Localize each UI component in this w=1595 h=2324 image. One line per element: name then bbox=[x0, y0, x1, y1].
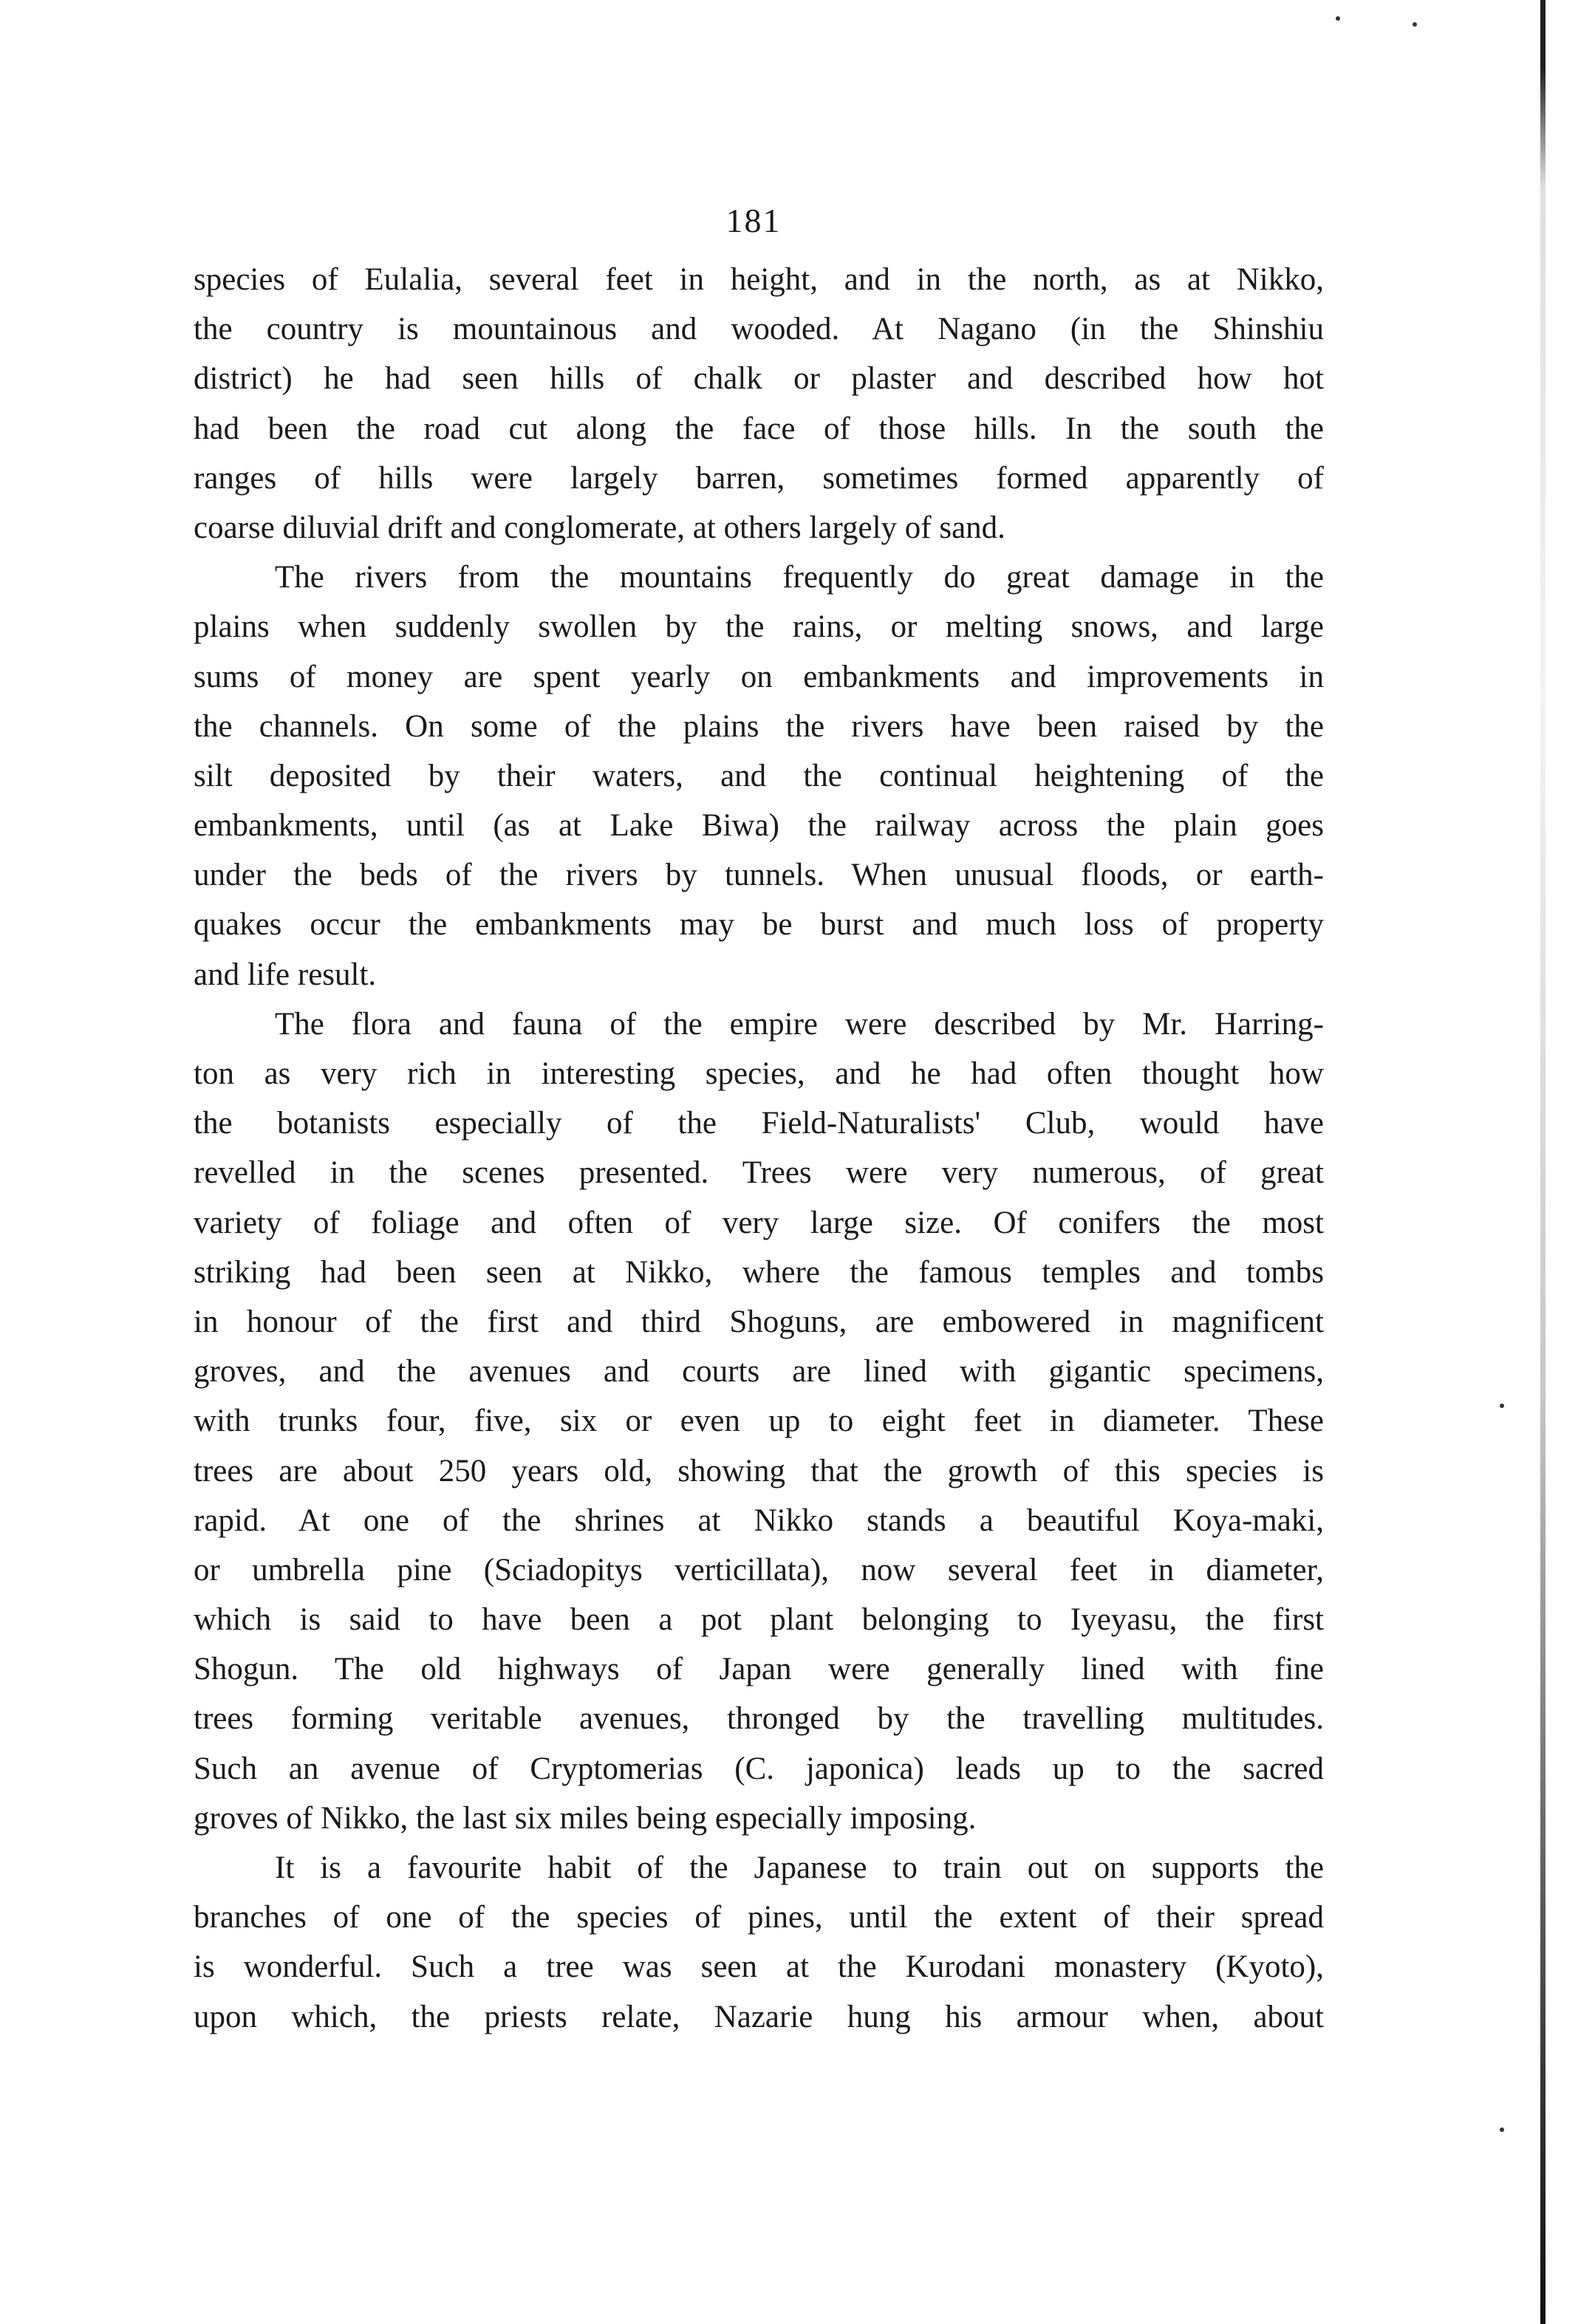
text-line: the channels. On some of the plains the rivers have been raised by the bbox=[194, 708, 1324, 744]
text-line: trees forming veritable avenues, thronged by the travelling multitudes. bbox=[194, 1701, 1324, 1737]
page-number: 181 bbox=[725, 202, 782, 239]
text-line: Shogun. The old highways of Japan were generally lined with fine bbox=[194, 1652, 1324, 1687]
text-line: the country is mountainous and wooded. At Nagano (in the Shinshiu bbox=[194, 312, 1324, 347]
text-line: plains when suddenly swollen by the rains, or melting snows, and large bbox=[194, 609, 1324, 645]
text-line: It is a favourite habit of the Japanese to train out on supports the bbox=[275, 1850, 1324, 1885]
text-line: coarse diluvial drift and conglomerate, at others largely of sand. bbox=[194, 510, 1005, 545]
text-line: upon which, the priests relate, Nazarie hung his armour when, about bbox=[194, 1999, 1324, 2034]
text-line: The flora and fauna of the empire were described by Mr. Harring- bbox=[275, 1006, 1324, 1042]
scan-border-artifact bbox=[1540, 0, 1546, 2324]
text-line: trees are about 250 years old, showing that the growth of this species is bbox=[194, 1453, 1324, 1489]
text-line: is wonderful. Such a tree was seen at the Kurodani monastery (Kyoto), bbox=[194, 1949, 1324, 1985]
body-text bbox=[194, 255, 1324, 2042]
text-line: ranges of hills were largely barren, sometimes formed apparently of bbox=[194, 460, 1324, 496]
text-line: and life result. bbox=[194, 957, 377, 992]
text-line: sums of money are spent yearly on embankments and improvements in bbox=[194, 659, 1324, 694]
text-line: quakes occur the embankments may be burst and much loss of property bbox=[194, 907, 1324, 943]
text-line: had been the road cut along the face of those hills. In the south the bbox=[194, 411, 1324, 446]
text-line: The rivers from the mountains frequently do great damage in the bbox=[275, 560, 1324, 595]
text-line: revelled in the scenes presented. Trees were very numerous, of great bbox=[194, 1155, 1324, 1191]
text-line: groves of Nikko, the last six miles being especially imposing. bbox=[194, 1800, 977, 1836]
text-line: species of Eulalia, several feet in height, and in the north, as at Nikko, bbox=[194, 262, 1324, 297]
text-line: in honour of the first and third Shoguns, are embowered in magnificent bbox=[194, 1304, 1324, 1339]
text-line: embankments, until (as at Lake Biwa) the railway across the plain goes bbox=[194, 808, 1324, 844]
text-line: under the beds of the rivers by tunnels. When unusual floods, or earth- bbox=[194, 858, 1324, 893]
text-line: Such an avenue of Cryptomerias (C. japonica) leads up to the sacred bbox=[194, 1751, 1324, 1786]
text-line: district) he had seen hills of chalk or plaster and described how hot bbox=[194, 361, 1324, 397]
text-line: or umbrella pine (Sciadopitys verticillata), now several feet in diameter, bbox=[194, 1552, 1324, 1588]
text-line: groves, and the avenues and courts are lined with gigantic specimens, bbox=[194, 1354, 1324, 1390]
text-line: silt deposited by their waters, and the continual heightening of the bbox=[194, 758, 1324, 793]
text-line: the botanists especially of the Field-Naturalists' Club, would have bbox=[194, 1106, 1324, 1141]
text-line: ton as very rich in interesting species, and he had often thought how bbox=[194, 1056, 1324, 1091]
text-line: with trunks four, five, six or even up to eight feet in diameter. These bbox=[194, 1404, 1324, 1439]
scan-speck bbox=[1500, 1404, 1504, 1408]
text-line: rapid. At one of the shrines at Nikko stands a beautiful Koya-maki, bbox=[194, 1503, 1324, 1538]
text-line: variety of foliage and often of very large size. Of conifers the most bbox=[194, 1205, 1324, 1240]
text-line: branches of one of the species of pines, until the extent of their spread bbox=[194, 1900, 1324, 1935]
scan-speck bbox=[1500, 2128, 1504, 2132]
scan-speck bbox=[1413, 22, 1417, 27]
text-line: which is said to have been a pot plant belonging to Iyeyasu, the first bbox=[194, 1602, 1324, 1638]
text-line: striking had been seen at Nikko, where the famous temples and tombs bbox=[194, 1254, 1324, 1290]
scan-speck bbox=[1336, 16, 1340, 21]
